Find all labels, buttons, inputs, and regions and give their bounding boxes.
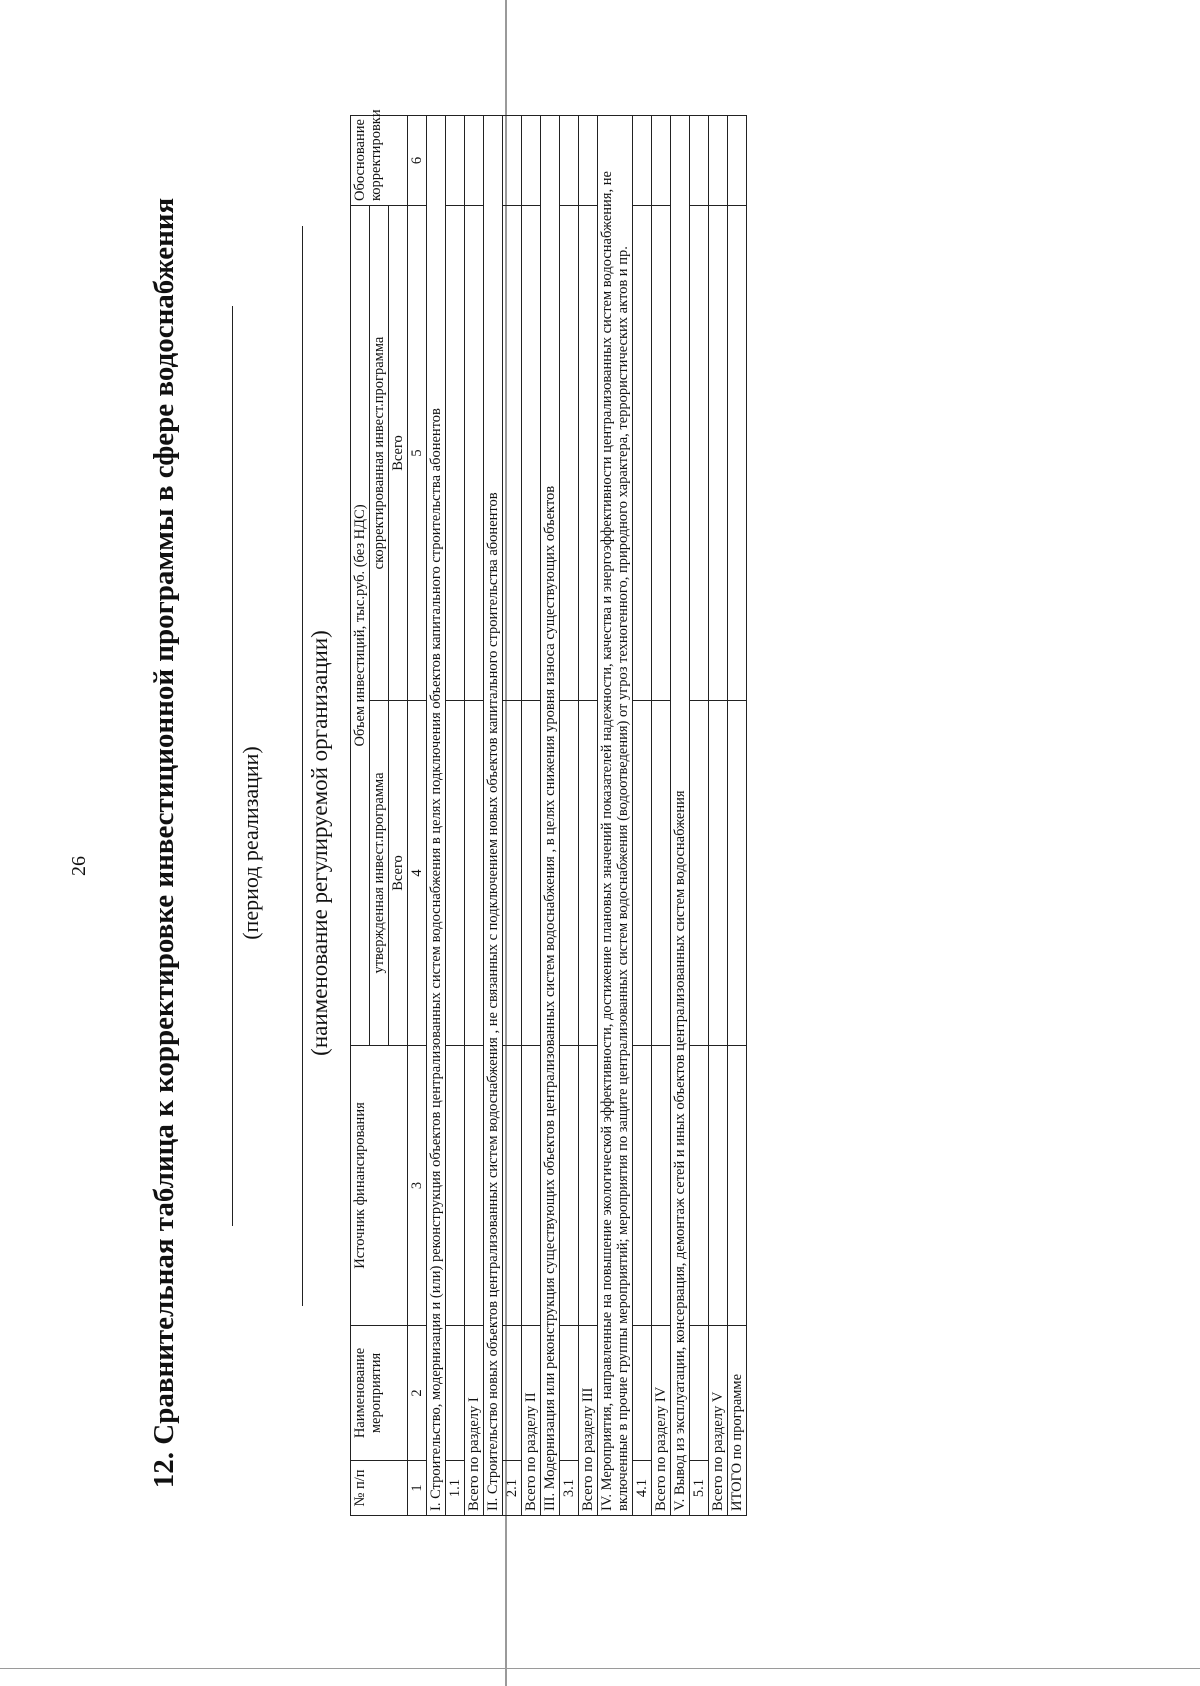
col-number-1: 1: [408, 1461, 427, 1516]
table-row: [579, 116, 598, 1516]
header-num: № п/п: [351, 1461, 408, 1516]
section-subtotal: Всего по разделу II: [522, 1326, 541, 1516]
item-number: 1.1: [446, 1461, 465, 1516]
section-title-3: III. Модернизация или реконструкция существующих объектов централизованных систем водоснабжения , в целях снижения уровня износа существующих объектов: [541, 116, 560, 1516]
org-caption: (наименование регулируемой организации): [307, 630, 332, 1056]
header-source: Источник финансирования: [351, 1046, 408, 1326]
comparison-table: [350, 109, 747, 1516]
section-title-5: V. Вывод из эксплуатации, консервация, демонтаж сетей и иных объектов централизованных систем водоснабжения: [671, 116, 690, 1516]
table-row: [728, 116, 747, 1516]
header-justification: Обоснование корректировки: [351, 116, 408, 206]
item-number: 2.1: [503, 1461, 522, 1516]
item-number: 4.1: [633, 1461, 652, 1516]
period-caption: (период реализации): [238, 746, 263, 940]
section-title-1: I. Строительство, модернизация и (или) реконструкция объектов централизованных систем водоснабжения в целях подключения объектов капитального строительства абонентов: [427, 116, 446, 1516]
col-number-6: 6: [408, 116, 427, 206]
table-row: [560, 116, 579, 1516]
section-subtotal: Всего по разделу III: [579, 1326, 598, 1516]
header-total-approved: Всего: [389, 701, 408, 1046]
header-approved: утвержденная инвест.программа: [370, 701, 389, 1046]
page-number: 26: [68, 856, 90, 876]
header-adjusted: скорректированная инвест.программа: [370, 206, 389, 701]
section-subtotal: Всего по разделу I: [465, 1326, 484, 1516]
item-number: 5.1: [690, 1461, 709, 1516]
col-number-2: 2: [408, 1326, 427, 1461]
section-title-4: IV. Мероприятия, направленные на повышение экологической эффективности, достижение плановых значений показателей надежности, качества и энергоэффективности централизованных систем водоснабжения, не включенные в прочие группы мероприятий; мероприятия по защите централизованных систем водоснабжения (водоотведения) от угроз техногенного, природного характера, террористических актов и пр.: [598, 116, 633, 1516]
document-title: 12. Сравнительная таблица к корректировке инвестиционной программы в сфере водоснабжения: [148, 197, 180, 1489]
section-subtotal: Всего по разделу IV: [652, 1326, 671, 1516]
org-fill-line: [302, 226, 303, 1306]
col-number-4: 4: [408, 701, 427, 1046]
header-total-adjusted: Всего: [389, 206, 408, 701]
section-title-2: II. Строительство новых объектов централизованных систем водоснабжения , не связанных с подключением новых объектов капитального строительства абонентов: [484, 116, 503, 1516]
section-subtotal: Всего по разделу V: [709, 1326, 728, 1516]
table-row: [690, 116, 709, 1516]
item-number: 3.1: [560, 1461, 579, 1516]
table-row: [446, 116, 465, 1516]
table-row: [522, 116, 541, 1516]
col-number-5: 5: [408, 206, 427, 701]
header-volume: Объем инвестиций, тыс.руб. (без НДС): [351, 206, 370, 1046]
table-row: [652, 116, 671, 1516]
table-row: [709, 116, 728, 1516]
period-fill-line: [232, 306, 233, 1226]
header-name: Наименование мероприятия: [351, 1326, 408, 1461]
col-number-3: 3: [408, 1046, 427, 1326]
table-row: [503, 116, 522, 1516]
grand-total: ИТОГО по программе: [728, 1326, 747, 1516]
table-row: [465, 116, 484, 1516]
table-row: [633, 116, 652, 1516]
